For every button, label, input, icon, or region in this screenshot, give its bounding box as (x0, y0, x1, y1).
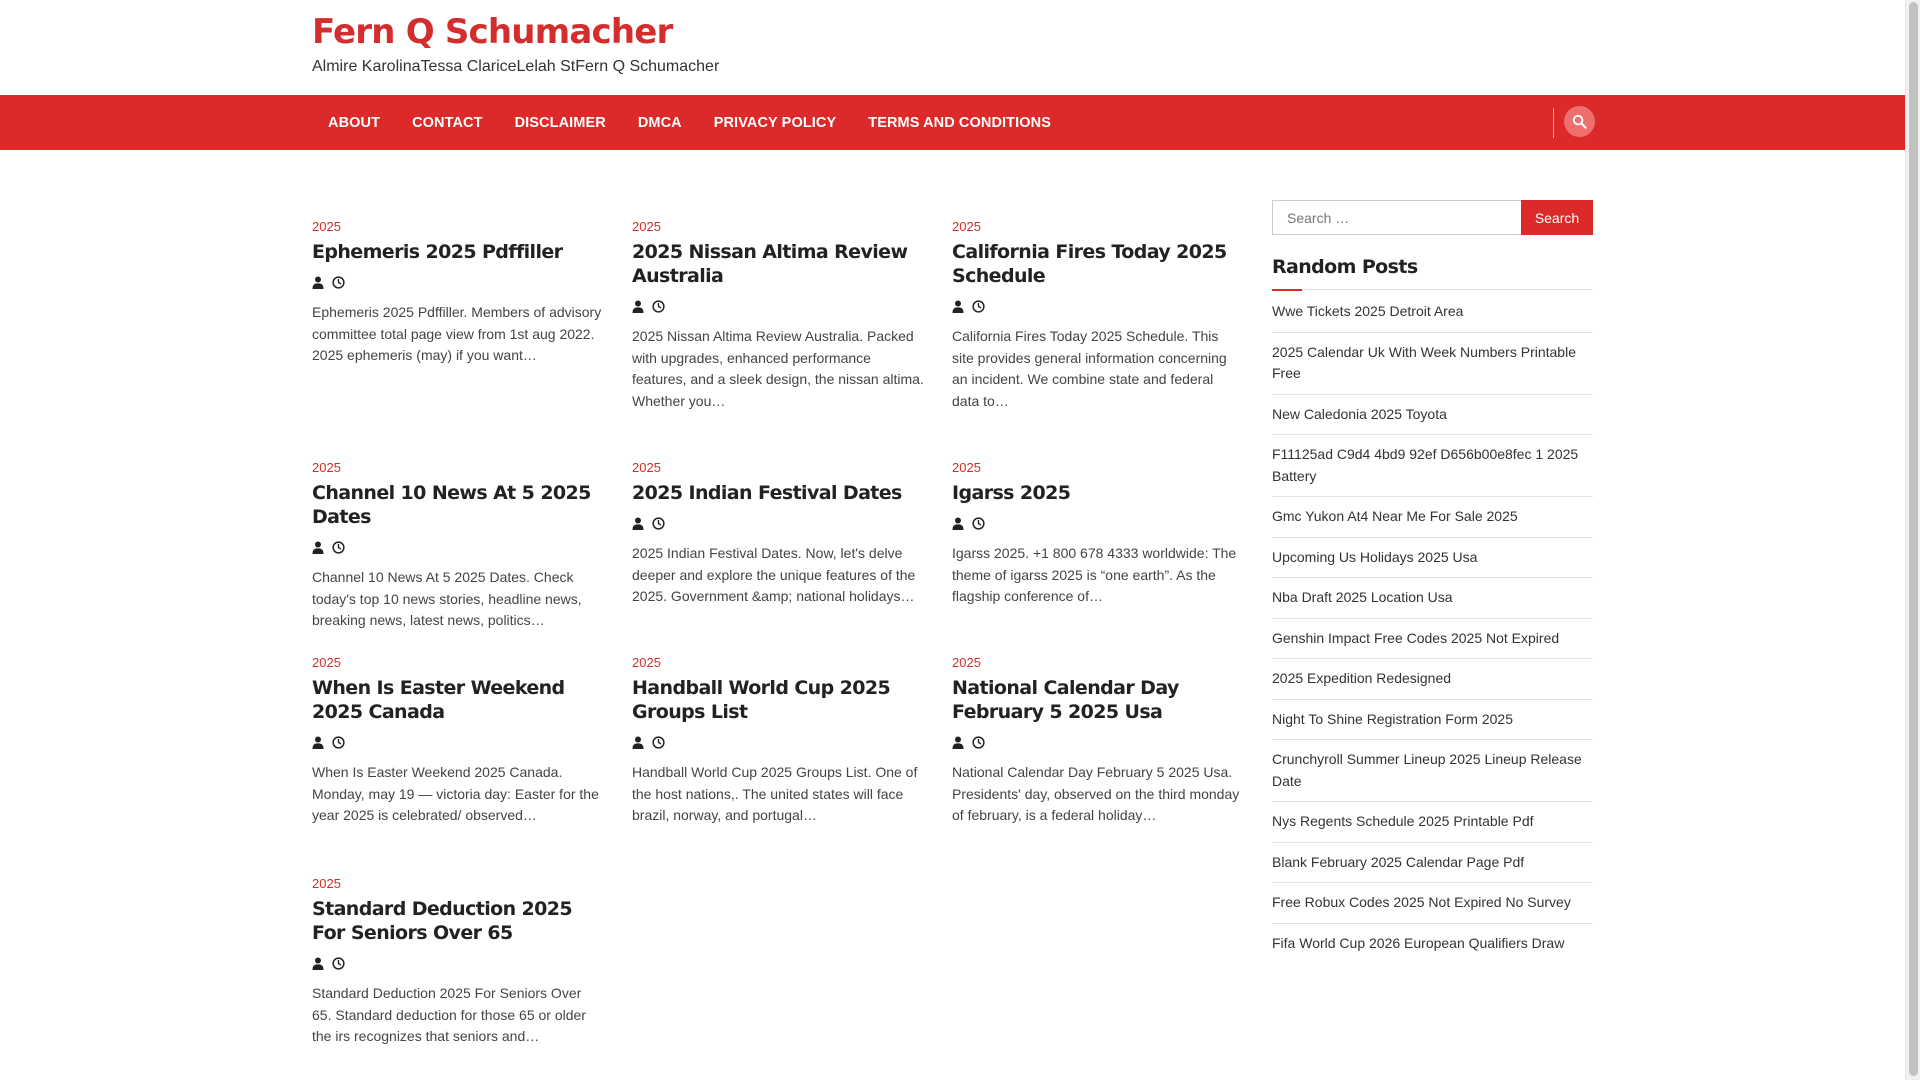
random-posts-title: Random Posts (1272, 256, 1418, 278)
random-posts-list (1272, 292, 1593, 963)
post-card (312, 655, 604, 827)
random-post-link[interactable]: Crunchyroll Summer Lineup 2025 Lineup Release Date (1272, 740, 1593, 802)
post-category[interactable]: 2025 (312, 876, 341, 891)
primary-navbar (0, 95, 1905, 150)
widget-title-divider (1272, 289, 1593, 290)
nav-item-about[interactable]: ABOUT (328, 114, 381, 131)
nav-item-contact[interactable]: CONTACT (412, 114, 483, 131)
nav-item-disclaimer[interactable]: DISCLAIMER (514, 114, 606, 131)
user-icon[interactable] (952, 517, 964, 530)
post-card (312, 460, 604, 632)
random-post-link[interactable]: Upcoming Us Holidays 2025 Usa (1272, 538, 1593, 579)
post-meta (952, 515, 1244, 531)
post-excerpt: Ephemeris 2025 Pdffiller. Members of advisory committee total page view from 1st aug 2022. 2025 ephemeris (may) if you want… (312, 304, 602, 363)
page-scrollbar[interactable] (1905, 0, 1920, 1080)
post-category[interactable]: 2025 (952, 655, 981, 670)
post-meta (312, 955, 604, 971)
post-title[interactable]: National Calendar Day February 5 2025 Usa (952, 677, 1179, 723)
random-post-link[interactable]: Blank February 2025 Calendar Page Pdf (1272, 843, 1593, 884)
random-post-link[interactable]: 2025 Expedition Redesigned (1272, 659, 1593, 700)
nav-item-privacy-policy[interactable]: PRIVACY POLICY (713, 114, 837, 131)
post-meta (952, 734, 1244, 750)
sidebar-search-button[interactable]: Search (1521, 200, 1593, 235)
random-post-link[interactable]: Nba Draft 2025 Location Usa (1272, 578, 1593, 619)
post-meta (632, 298, 924, 314)
post-title[interactable]: Ephemeris 2025 Pdffiller (312, 241, 563, 263)
post-category[interactable]: 2025 (632, 460, 661, 475)
post-excerpt: Igarss 2025. +1 800 678 4333 worldwide: The theme of igarss 2025 is “one earth”. As the flagship conference of… (952, 545, 1237, 604)
clock-icon[interactable] (972, 300, 985, 313)
clock-icon[interactable] (652, 736, 665, 749)
post-meta (312, 274, 604, 290)
random-post-link[interactable]: 2025 Calendar Uk With Week Numbers Printable Free (1272, 333, 1593, 395)
post-card (952, 460, 1244, 608)
post-excerpt: Handball World Cup 2025 Groups List. One of the host nations,. The united states will face brazil, norway, and portugal… (632, 764, 918, 823)
post-excerpt: When Is Easter Weekend 2025 Canada. Monday, may 19 — victoria day: Easter for the year 2025 is celebrated/ observed… (312, 764, 599, 823)
post-title[interactable]: Igarss 2025 (952, 482, 1071, 504)
random-post-link[interactable]: Genshin Impact Free Codes 2025 Not Expired (1272, 619, 1593, 660)
user-icon[interactable] (632, 300, 644, 313)
post-category[interactable]: 2025 (952, 219, 981, 234)
random-post-link[interactable]: F11125ad C9d4 4bd9 92ef D656b00e8fec 1 2025 Battery (1272, 435, 1593, 497)
user-icon[interactable] (952, 300, 964, 313)
random-post-link[interactable]: Wwe Tickets 2025 Detroit Area (1272, 292, 1593, 333)
user-icon[interactable] (632, 517, 644, 530)
post-title[interactable]: Channel 10 News At 5 2025 Dates (312, 482, 591, 528)
clock-icon[interactable] (652, 300, 665, 313)
post-meta (632, 734, 924, 750)
post-category[interactable]: 2025 (952, 460, 981, 475)
random-post-link[interactable]: Free Robux Codes 2025 Not Expired No Survey (1272, 883, 1593, 924)
post-title[interactable]: When Is Easter Weekend 2025 Canada (312, 677, 565, 723)
user-icon[interactable] (312, 276, 324, 289)
search-icon (1572, 114, 1587, 129)
post-excerpt: Standard Deduction 2025 For Seniors Over 65. Standard deduction for those 65 or older the irs recognizes that seniors and… (312, 985, 586, 1044)
post-excerpt: 2025 Indian Festival Dates. Now, let's delve deeper and explore the unique features of the 2025. Government &amp; national holidays… (632, 545, 916, 604)
post-title[interactable]: 2025 Nissan Altima Review Australia (632, 241, 908, 287)
post-title[interactable]: California Fires Today 2025 Schedule (952, 241, 1227, 287)
post-excerpt: National Calendar Day February 5 2025 Usa. Presidents' day, observed on the third monday of february, is a federal holiday… (952, 764, 1240, 823)
user-icon[interactable] (952, 736, 964, 749)
post-meta (952, 298, 1244, 314)
post-category[interactable]: 2025 (632, 655, 661, 670)
random-post-link[interactable]: New Caledonia 2025 Toyota (1272, 395, 1593, 436)
clock-icon[interactable] (652, 517, 665, 530)
post-meta (312, 734, 604, 750)
user-icon[interactable] (312, 957, 324, 970)
user-icon[interactable] (632, 736, 644, 749)
scrollbar-thumb[interactable] (1909, 2, 1918, 1076)
clock-icon[interactable] (972, 736, 985, 749)
clock-icon[interactable] (972, 517, 985, 530)
nav-item-dmca[interactable]: DMCA (637, 114, 682, 131)
post-card (632, 655, 924, 827)
post-category[interactable]: 2025 (312, 460, 341, 475)
post-category[interactable]: 2025 (632, 219, 661, 234)
nav-divider (1553, 108, 1554, 138)
nav-search-button[interactable] (1564, 106, 1595, 137)
user-icon[interactable] (312, 541, 324, 554)
clock-icon[interactable] (332, 736, 345, 749)
post-card (952, 219, 1244, 412)
clock-icon[interactable] (332, 276, 345, 289)
clock-icon[interactable] (332, 541, 345, 554)
post-title[interactable]: Handball World Cup 2025 Groups List (632, 677, 891, 723)
random-post-link[interactable]: Night To Shine Registration Form 2025 (1272, 700, 1593, 741)
site-title[interactable]: Fern Q Schumacher (312, 12, 673, 52)
sidebar-search-form (1272, 200, 1593, 235)
post-excerpt: 2025 Nissan Altima Review Australia. Packed with upgrades, enhanced performance features, and a sleek design, the nissan altima. Whether you… (632, 328, 924, 409)
random-post-link[interactable]: Nys Regents Schedule 2025 Printable Pdf (1272, 802, 1593, 843)
post-card (632, 460, 924, 608)
nav-menu (312, 95, 1067, 150)
site-header (0, 0, 1905, 95)
random-post-link[interactable]: Fifa World Cup 2026 European Qualifiers Draw (1272, 934, 1565, 951)
post-card (312, 876, 604, 1048)
post-title[interactable]: 2025 Indian Festival Dates (632, 482, 902, 504)
widget-title-accent (1272, 289, 1302, 291)
post-excerpt: California Fires Today 2025 Schedule. This site provides general information concerning an incident. We combine state and federal data to… (952, 328, 1227, 409)
sidebar-search-input[interactable] (1272, 200, 1521, 235)
post-title[interactable]: Standard Deduction 2025 For Seniors Over 65 (312, 898, 573, 944)
post-excerpt: Channel 10 News At 5 2025 Dates. Check today's top 10 news stories, headline news, breaking news, latest news, politics… (312, 569, 582, 628)
post-category[interactable]: 2025 (312, 219, 341, 234)
site-description: Almire KarolinaTessa ClariceLelah StFern Q Schumacher (312, 58, 720, 75)
post-card (952, 655, 1244, 827)
nav-item-terms-and-conditions[interactable]: TERMS AND CONDITIONS (868, 114, 1051, 131)
random-post-link[interactable]: Gmc Yukon At4 Near Me For Sale 2025 (1272, 497, 1593, 538)
clock-icon[interactable] (332, 957, 345, 970)
post-category[interactable]: 2025 (312, 655, 341, 670)
post-meta (632, 515, 924, 531)
post-card (632, 219, 924, 412)
user-icon[interactable] (312, 736, 324, 749)
post-meta (312, 539, 604, 555)
post-card (312, 219, 604, 367)
